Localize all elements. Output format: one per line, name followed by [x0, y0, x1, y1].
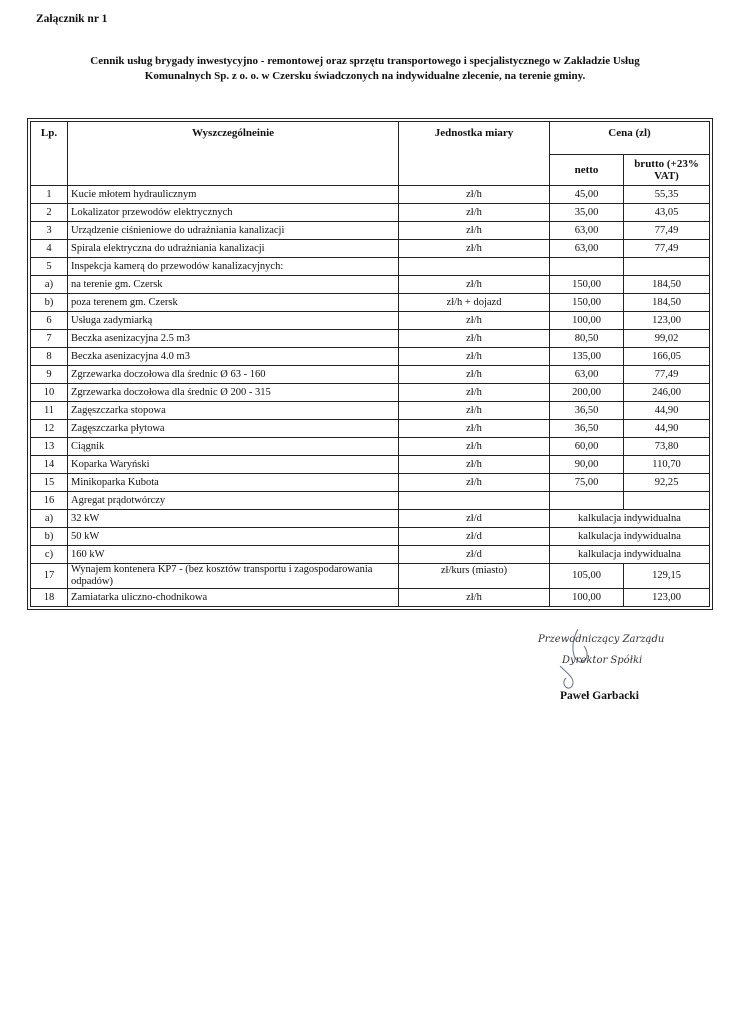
cell-description: Zgrzewarka doczołowa dla średnic Ø 63 - 160 [68, 366, 399, 384]
table-row [31, 312, 710, 330]
table-row [31, 330, 710, 348]
cell-net: 100,00 [550, 312, 624, 330]
cell-price-merged: kalkulacja indywidualna [550, 546, 710, 564]
cell-price-merged: kalkulacja indywidualna [550, 510, 710, 528]
cell-net: 63,00 [550, 240, 624, 258]
table-row [31, 294, 710, 312]
table-row [31, 222, 710, 240]
cell-net: 36,50 [550, 402, 624, 420]
cell-unit: zł/h [399, 204, 550, 222]
cell-gross: 123,00 [624, 589, 710, 607]
cell-description: Agregat prądotwórczy [68, 492, 399, 510]
cell-gross: 129,15 [624, 564, 710, 589]
table-row [31, 420, 710, 438]
cell-gross: 44,90 [624, 420, 710, 438]
cell-unit: zł/h [399, 402, 550, 420]
table-row [31, 366, 710, 384]
table-row [31, 510, 710, 528]
cell-lp: 5 [31, 258, 68, 276]
cell-lp: 8 [31, 348, 68, 366]
header-gross: brutto (+23% VAT) [624, 155, 710, 186]
cell-lp: 4 [31, 240, 68, 258]
cell-description: poza terenem gm. Czersk [68, 294, 399, 312]
cell-unit: zł/h [399, 589, 550, 607]
cell-lp: a) [31, 510, 68, 528]
cell-net: 200,00 [550, 384, 624, 402]
cell-description: Ciągnik [68, 438, 399, 456]
cell-gross [624, 492, 710, 510]
cell-net: 75,00 [550, 474, 624, 492]
cell-lp: 6 [31, 312, 68, 330]
table-row [31, 456, 710, 474]
cell-description: Beczka asenizacyjna 4.0 m3 [68, 348, 399, 366]
cell-net: 90,00 [550, 456, 624, 474]
cell-unit: zł/h + dojazd [399, 294, 550, 312]
cell-description: Usługa zadymiarką [68, 312, 399, 330]
cell-lp: 10 [31, 384, 68, 402]
cell-description: Zagęszczarka płytowa [68, 420, 399, 438]
cell-unit: zł/h [399, 348, 550, 366]
cell-lp: 13 [31, 438, 68, 456]
cell-description: 160 kW [68, 546, 399, 564]
cell-description: Koparka Waryński [68, 456, 399, 474]
cell-net: 150,00 [550, 294, 624, 312]
cell-description: Beczka asenizacyjna 2.5 m3 [68, 330, 399, 348]
cell-lp: c) [31, 546, 68, 564]
cell-unit: zł/h [399, 474, 550, 492]
attachment-label: Załącznik nr 1 [36, 13, 108, 25]
table-row [31, 589, 710, 607]
cell-unit: zł/h [399, 276, 550, 294]
cell-description: Zgrzewarka doczołowa dla średnic Ø 200 - 315 [68, 384, 399, 402]
cell-description: Urządzenie ciśnieniowe do udrażniania kanalizacji [68, 222, 399, 240]
cell-unit: zł/h [399, 186, 550, 204]
cell-net: 45,00 [550, 186, 624, 204]
cell-gross [624, 258, 710, 276]
cell-net: 105,00 [550, 564, 624, 589]
table-row [31, 528, 710, 546]
cell-unit: zł/d [399, 546, 550, 564]
cell-net: 63,00 [550, 366, 624, 384]
cell-unit [399, 258, 550, 276]
cell-gross: 246,00 [624, 384, 710, 402]
table-row [31, 276, 710, 294]
cell-gross: 166,05 [624, 348, 710, 366]
cell-unit: zł/kurs (miasto) [399, 564, 550, 589]
table-row [31, 186, 710, 204]
header-description: Wyszczególneinie [68, 122, 399, 186]
cell-lp: 17 [31, 564, 68, 589]
cell-net [550, 258, 624, 276]
cell-gross: 92,25 [624, 474, 710, 492]
cell-price-merged: kalkulacja indywidualna [550, 528, 710, 546]
cell-lp: 1 [31, 186, 68, 204]
cell-gross: 77,49 [624, 366, 710, 384]
cell-unit: zł/h [399, 330, 550, 348]
cell-lp: 2 [31, 204, 68, 222]
table-row [31, 546, 710, 564]
cell-lp: 18 [31, 589, 68, 607]
cell-unit: zł/h [399, 312, 550, 330]
signature-role-2: Dyrektor Spółki [562, 655, 643, 666]
table-row [31, 258, 710, 276]
cell-gross: 184,50 [624, 276, 710, 294]
cell-description: Zamiatarka uliczno-chodnikowa [68, 589, 399, 607]
cell-lp: 9 [31, 366, 68, 384]
cell-lp: 16 [31, 492, 68, 510]
cell-unit: zł/h [399, 420, 550, 438]
table-row [31, 240, 710, 258]
table-row [31, 402, 710, 420]
cell-net: 80,50 [550, 330, 624, 348]
cell-description: Lokalizator przewodów elektrycznych [68, 204, 399, 222]
cell-unit: zł/h [399, 456, 550, 474]
cell-gross: 77,49 [624, 240, 710, 258]
table-row [31, 348, 710, 366]
cell-unit [399, 492, 550, 510]
cell-lp: b) [31, 528, 68, 546]
cell-net [550, 492, 624, 510]
cell-unit: zł/h [399, 438, 550, 456]
cell-lp: 11 [31, 402, 68, 420]
cell-description: Kucie młotem hydraulicznym [68, 186, 399, 204]
cell-unit: zł/d [399, 528, 550, 546]
price-table [30, 121, 710, 607]
header-unit: Jednostka miary [399, 122, 550, 186]
cell-description: 32 kW [68, 510, 399, 528]
cell-lp: 15 [31, 474, 68, 492]
cell-net: 36,50 [550, 420, 624, 438]
cell-lp: 12 [31, 420, 68, 438]
cell-gross: 110,70 [624, 456, 710, 474]
header-lp: Lp. [31, 122, 68, 186]
cell-unit: zł/h [399, 366, 550, 384]
cell-lp: 3 [31, 222, 68, 240]
cell-description: 50 kW [68, 528, 399, 546]
cell-unit: zł/d [399, 510, 550, 528]
cell-net: 63,00 [550, 222, 624, 240]
cell-gross: 77,49 [624, 222, 710, 240]
signature-role-1: Przewodniczący Zarządu [538, 634, 665, 645]
cell-description: Spirala elektryczna do udrażniania kanalizacji [68, 240, 399, 258]
header-net: netto [550, 155, 624, 186]
cell-net: 150,00 [550, 276, 624, 294]
cell-gross: 123,00 [624, 312, 710, 330]
cell-gross: 43,05 [624, 204, 710, 222]
title-line-2: Komunalnych Sp. z o. o. w Czersku świadczonych na indywidualne zlecenie, na terenie gminy. [144, 70, 586, 82]
table-row [31, 564, 710, 589]
header-price: Cena (zl) [550, 122, 710, 155]
cell-net: 60,00 [550, 438, 624, 456]
cell-unit: zł/h [399, 384, 550, 402]
cell-description: Minikoparka Kubota [68, 474, 399, 492]
table-row [31, 384, 710, 402]
signature-name: Paweł Garbacki [560, 690, 639, 702]
cell-lp: a) [31, 276, 68, 294]
cell-description: Inspekcja kamerą do przewodów kanalizacyjnych: [68, 258, 399, 276]
cell-gross: 44,90 [624, 402, 710, 420]
cell-gross: 99,02 [624, 330, 710, 348]
cell-lp: 14 [31, 456, 68, 474]
cell-description: Wynajem kontenera KP7 - (bez kosztów transportu i zagospodarowania odpadów) [68, 564, 399, 589]
cell-unit: zł/h [399, 240, 550, 258]
cell-lp: b) [31, 294, 68, 312]
cell-unit: zł/h [399, 222, 550, 240]
table-row [31, 204, 710, 222]
cell-net: 35,00 [550, 204, 624, 222]
cell-description: na terenie gm. Czersk [68, 276, 399, 294]
cell-gross: 184,50 [624, 294, 710, 312]
cell-net: 135,00 [550, 348, 624, 366]
cell-net: 100,00 [550, 589, 624, 607]
title-line-1: Cennik usług brygady inwestycyjno - remontowej oraz sprzętu transportowego i specjalistycznego w Zakładzie Usług [90, 55, 640, 67]
cell-description: Zagęszczarka stopowa [68, 402, 399, 420]
cell-gross: 55,35 [624, 186, 710, 204]
document-title [40, 54, 690, 84]
table-row [31, 492, 710, 510]
table-row [31, 438, 710, 456]
cell-gross: 73,80 [624, 438, 710, 456]
cell-lp: 7 [31, 330, 68, 348]
table-row [31, 474, 710, 492]
